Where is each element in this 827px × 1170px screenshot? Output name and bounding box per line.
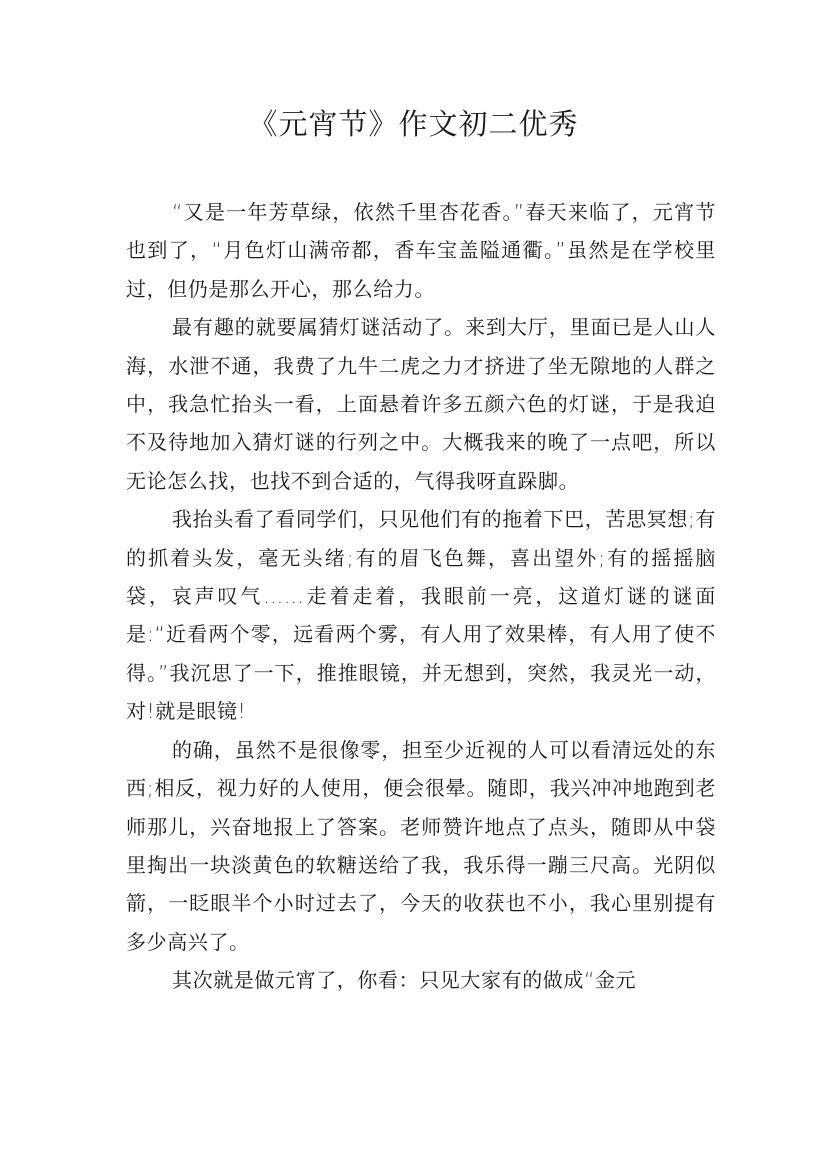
paragraph-1: “又是一年芳草绿，依然千里杏花香。”春天来临了，元宵节也到了，“月色灯山满帝都，香车宝盖隘通衢。”虽然是在学校里过，但仍是那么开心，那么给力。 bbox=[126, 200, 716, 301]
document-body bbox=[126, 193, 716, 1000]
paragraph-4: 的确，虽然不是很像零，担至少近视的人可以看清远处的东西;相反，视力好的人使用，便会很晕。随即，我兴冲冲地跑到老师那儿，兴奋地报上了答案。老师赞许地点了点头，随即从中袋里掏出一块淡黄色的软糖送给了我，我乐得一蹦三尺高。光阴似箭，一眨眼半个小时过去了，今天的收获也不小，我心里别提有多少高兴了。 bbox=[126, 737, 716, 954]
paragraph-2: 最有趣的就要属猜灯谜活动了。来到大厅，里面已是人山人海，水泄不通，我费了九牛二虎之力才挤进了坐无隙地的人群之中，我急忙抬头一看，上面悬着许多五颜六色的灯谜，于是我迫不及待地加入猜灯谜的行列之中。大概我来的晚了一点吧，所以无论怎么找，也找不到合适的，气得我呀直跺脚。 bbox=[126, 315, 716, 493]
paragraph-3: 我抬头看了看同学们，只见他们有的拖着下巴，苦思冥想;有的抓着头发，毫无头绪;有的眉飞色舞，喜出望外;有的摇摇脑袋，哀声叹气……走着走着，我眼前一亮，这道灯谜的谜面是:“近看两个零，远看两个雾，有人用了效果棒，有人用了使不得。”我沉思了一下，推推眼镜，并无想到，突然，我灵光一动，对!就是眼镜! bbox=[126, 507, 716, 724]
document-title: 《元宵节》作文初二优秀 bbox=[248, 107, 579, 141]
paragraph-5: 其次就是做元宵了，你看：只见大家有的做成“金元 bbox=[172, 968, 637, 993]
